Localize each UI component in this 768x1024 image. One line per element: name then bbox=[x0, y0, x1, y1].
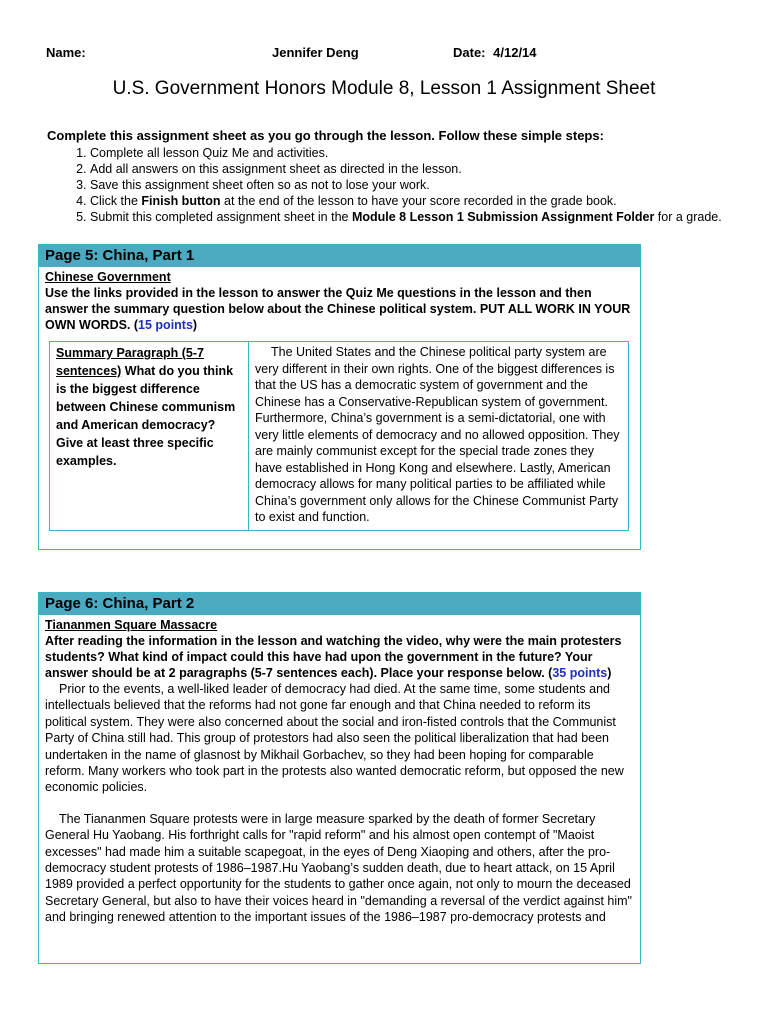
step-text-bold: Finish button bbox=[141, 194, 221, 208]
section-instructions bbox=[45, 285, 634, 333]
intro-text: Complete this assignment sheet as you go through the lesson. Follow these simple steps: bbox=[47, 128, 604, 143]
answer-cell[interactable] bbox=[249, 342, 628, 530]
instructions-text: Use the links provided in the lesson to answer the Quiz Me questions in the lesson and then answer the summary question below about the Chinese political system. PUT ALL WORK IN YOUR OWN WORDS. ( bbox=[45, 286, 631, 332]
step-text-bold: Module 8 Lesson 1 Submission Assignment Folder bbox=[351, 210, 655, 224]
student-name: Jennifer Deng bbox=[272, 45, 359, 60]
section-china-part-1 bbox=[38, 244, 641, 550]
steps-list bbox=[62, 145, 750, 225]
date-label: Date: bbox=[453, 45, 486, 60]
step-item bbox=[90, 145, 750, 161]
question-text: What do you think is the biggest difference between Chinese communism and American democracy? Give at least three specific examples. bbox=[56, 364, 236, 468]
step-text: Add all answers on this assignment sheet as directed in the lesson. bbox=[90, 162, 462, 176]
essay-paragraph: The Tiananmen Square protests were in large measure sparked by the death of former Secretary General Hu Yaobang. His forthright calls for "rapid reform" and his almost open contempt of "Maoist excesses" had made him a suitable scapegoat, in the eyes of Deng Xiaoping and others, after the pro-democracy student protests of 1986–1987.Hu Yaobang’s sudden death, due to heart attack, on 15 April 1989 provided a perfect opportunity for the students to gather once again, not only to mourn the deceased Secretary General, but also to have their voices heard in "demanding a reversal of the verdict against him" and bringing renewed attention to the important issues of the 1986–1987 pro-democracy protests and bbox=[45, 811, 632, 925]
step-text: Save this assignment sheet often so as not to lose your work. bbox=[90, 178, 430, 192]
step-text-pre: Click the bbox=[90, 194, 142, 208]
step-item bbox=[90, 209, 750, 225]
step-text-post: for a grade. bbox=[654, 210, 722, 224]
instructions-close: ) bbox=[607, 666, 612, 680]
essay-paragraph: Prior to the events, a well-liked leader of democracy had died. At the same time, some students and intellectuals believed that the reforms had not gone far enough and that China needed to reform its political system. They were also concerned about the social and iron-fisted controls that the Communist Party of China still had. This group of protestors had also seen the political liberalization that had been undertaken in the name of glasnost by Mikhail Gorbachev, so they had been hoping for comparable reform. Many workers who took part in the protests also wanted democratic reform, but opposed the new economic policies. bbox=[45, 682, 624, 795]
instructions-close: ) bbox=[192, 318, 198, 332]
section-body bbox=[39, 615, 640, 681]
question-label: Summary Paragraph (5-7 sentences) bbox=[56, 346, 204, 378]
essay-response[interactable] bbox=[39, 681, 640, 926]
section-body bbox=[39, 267, 640, 333]
page-title: U.S. Government Honors Module 8, Lesson 1 Assignment Sheet bbox=[112, 78, 656, 99]
points-value: 35 points bbox=[552, 666, 608, 680]
section-subtitle: Chinese Government bbox=[45, 270, 171, 284]
date-value: 4/12/14 bbox=[493, 45, 537, 60]
instructions-text: After reading the information in the lesson and watching the video, why were the main protesters students? What kind of impact could this have had upon the government in the future? Your answer should be at 2 paragraphs (5-7 sentences each). Place your response below. ( bbox=[45, 634, 622, 680]
question-cell bbox=[50, 342, 249, 530]
answer-text: The United States and the Chinese political party system are very different in their own rights. One of the biggest differences is that the US has a democratic system of government and the Chinese has a Conservative-Republican system of government. Furthermore, China’s government is a semi-dictatorial, one with very little elements of democracy and no allowed opposition. They are mainly communist except for the special trade zones they have established in Hong Kong and elsewhere. Lastly, American democracy allows for many political parties to be affiliated while China’s government only allows for the Chinese Communist Party to exist and function. bbox=[255, 345, 620, 524]
points-value: 15 points bbox=[138, 318, 193, 332]
section-china-part-2 bbox=[38, 592, 641, 964]
section-instructions bbox=[45, 633, 634, 681]
date-line bbox=[453, 45, 537, 60]
step-text-post: at the end of the lesson to have your score recorded in the grade book. bbox=[220, 194, 617, 208]
step-item bbox=[90, 193, 750, 209]
step-text-pre: Submit this completed assignment sheet in the bbox=[90, 210, 352, 224]
name-label: Name: bbox=[46, 45, 86, 60]
section-heading: Page 6: China, Part 2 bbox=[39, 593, 640, 615]
summary-table bbox=[49, 341, 629, 531]
step-text: Complete all lesson Quiz Me and activities. bbox=[90, 146, 329, 160]
section-subtitle: Tiananmen Square Massacre bbox=[45, 618, 218, 632]
section-heading: Page 5: China, Part 1 bbox=[39, 245, 640, 267]
step-item bbox=[90, 161, 750, 177]
step-item bbox=[90, 177, 750, 193]
